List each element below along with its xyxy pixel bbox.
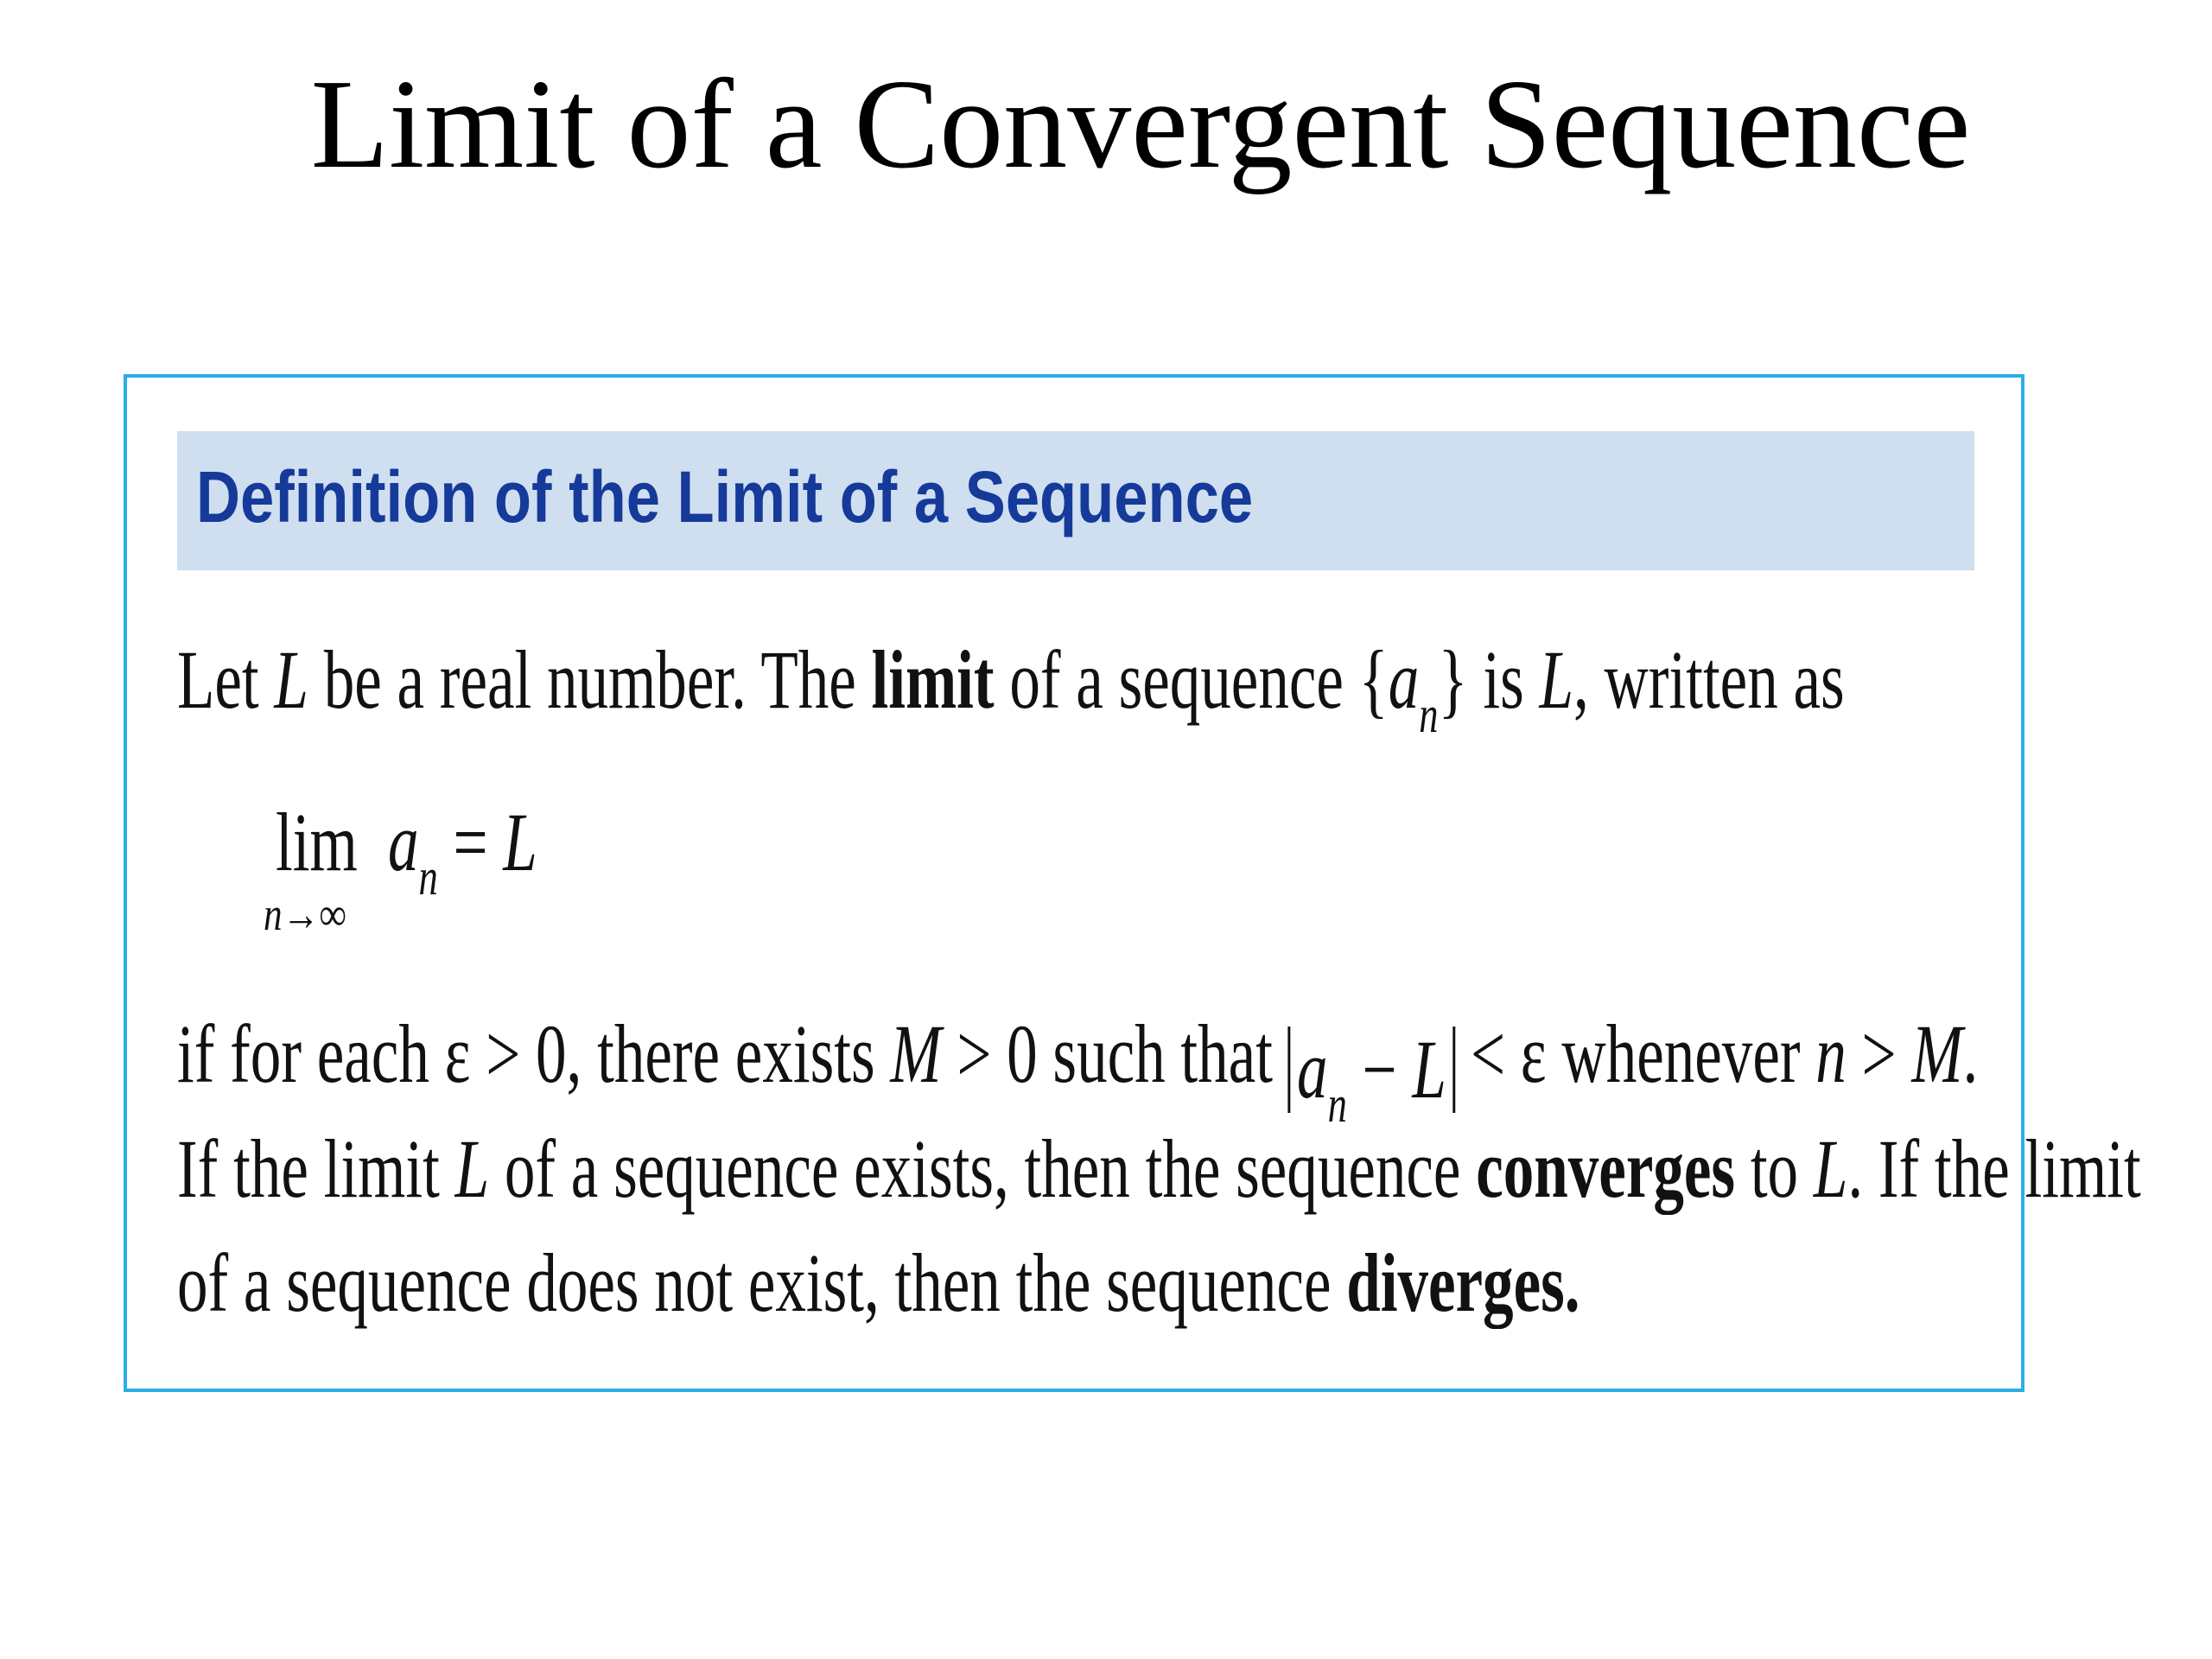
text: . If the limit: [1847, 1122, 2141, 1215]
absolute-value: [1288, 1023, 1456, 1133]
lim-subscript: [264, 888, 346, 940]
text: of a sequence exists, then the sequence: [489, 1122, 1477, 1215]
slide-title: Limit of a Convergent Sequence: [310, 54, 1971, 195]
math-L: L: [1813, 1122, 1848, 1215]
math-a: a: [388, 796, 419, 888]
equals-sign: =: [437, 796, 504, 888]
math-L: L: [503, 796, 537, 888]
definition-line-4: [177, 1236, 1580, 1329]
definition-line-1: [177, 633, 1845, 743]
math-n: n: [1815, 1007, 1847, 1100]
math-L: L: [1539, 633, 1573, 726]
text: of a sequence does not exist, then the sequence: [177, 1236, 1347, 1329]
math-subscript-n: n: [418, 849, 438, 906]
text: if for each ε > 0, there exists: [177, 1007, 891, 1100]
lim-operator: lim: [276, 796, 358, 888]
definition-box: [124, 374, 2141, 1392]
text: < ε whenever: [1455, 1007, 1816, 1100]
text: , written as: [1573, 633, 1845, 726]
text: to: [1735, 1122, 1814, 1215]
lim-subscript-text: n→∞: [264, 888, 346, 940]
text: If the limit: [177, 1122, 455, 1215]
definition-header: [177, 431, 1974, 570]
definition-heading: Definition of the Limit of a Sequence: [196, 456, 1254, 537]
term-converges: converges: [1476, 1122, 1736, 1215]
math-L: L: [1412, 1023, 1446, 1116]
text: be a real number. The: [308, 633, 872, 726]
definition-line-2: [177, 1007, 1979, 1133]
math-L: L: [274, 633, 308, 726]
text: .: [1962, 1007, 1979, 1100]
math-a: a: [1388, 633, 1420, 726]
math-L: L: [454, 1122, 490, 1215]
definition-line-3: [177, 1122, 2141, 1215]
minus-sign: −: [1346, 1023, 1413, 1116]
limit-expression: [388, 796, 537, 906]
text: >: [1846, 1007, 1912, 1100]
text: is: [1467, 633, 1540, 726]
math-a: a: [1297, 1023, 1328, 1116]
text: Let: [177, 633, 275, 726]
math-M: M: [1911, 1007, 1963, 1100]
math-subscript-n: n: [1419, 686, 1439, 743]
term-diverges: diverges.: [1346, 1236, 1580, 1329]
brace-open: {: [1358, 633, 1389, 726]
math-M: M: [890, 1007, 942, 1100]
text: > 0 such that: [941, 1007, 1288, 1100]
limit-formula: [264, 796, 708, 957]
math-subscript-n: n: [1327, 1076, 1347, 1133]
text: of a sequence: [994, 633, 1359, 726]
brace-close: }: [1438, 633, 1468, 726]
term-limit: limit: [871, 633, 995, 726]
